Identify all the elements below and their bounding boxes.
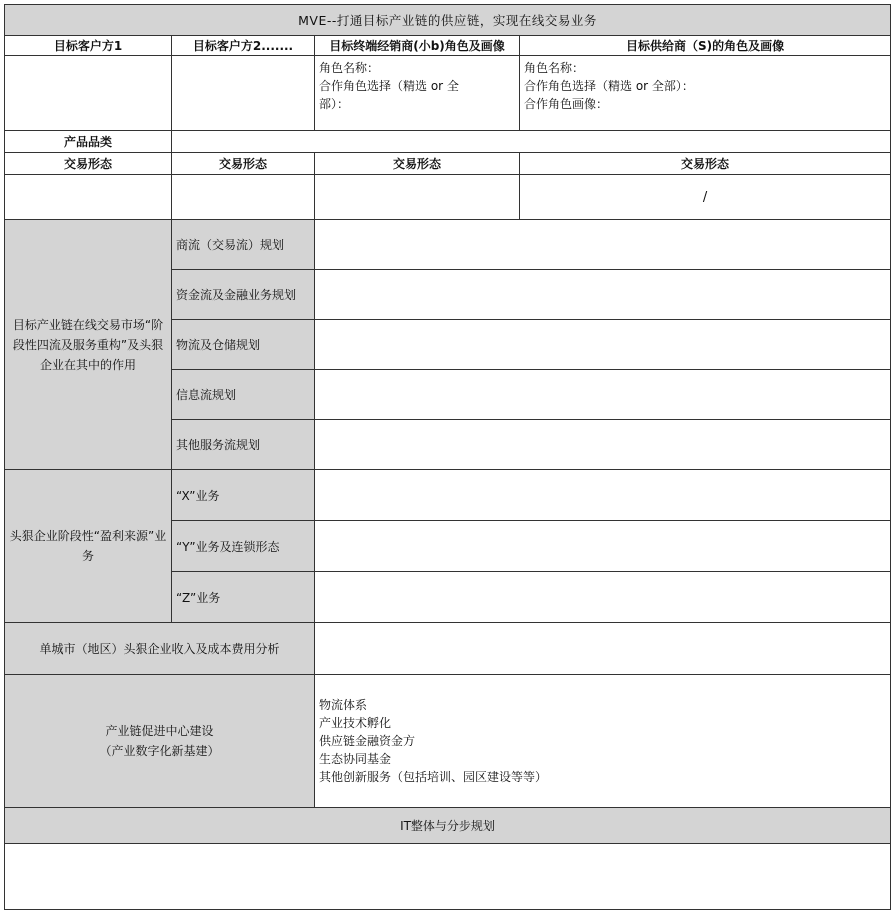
dealer-role-choice-cont: 部）：: [319, 97, 350, 111]
flow-plan-item: 其他服务流规划: [172, 420, 315, 470]
flow-plan-content[interactable]: [315, 320, 891, 370]
planning-table: [4, 4, 891, 910]
it-plan-content[interactable]: [5, 844, 891, 910]
profit-business-item: “Y”业务及连锁形态: [172, 521, 315, 572]
dealer-role-name: 角色名称：: [319, 61, 380, 75]
trade-form-label-2: 交易形态: [172, 153, 315, 175]
center-build-items[interactable]: [315, 675, 891, 808]
profit-business-item: “X”业务: [172, 470, 315, 521]
client-2-cell[interactable]: [172, 56, 315, 131]
supplier-role-portrait: 合作角色画像：: [524, 97, 609, 111]
flow-plan-item: 资金流及金融业务规划: [172, 270, 315, 320]
center-build-label-line1: 产业链促进中心建设: [105, 724, 214, 738]
city-analysis-content[interactable]: [315, 623, 891, 675]
trade-form-label-1: 交易形态: [5, 153, 172, 175]
trade-form-value-1[interactable]: [5, 175, 172, 220]
supplier-role-name: 角色名称：: [524, 61, 585, 75]
center-build-item: 其他创新服务（包括培训、园区建设等等）: [319, 770, 548, 784]
trade-form-value-2[interactable]: [172, 175, 315, 220]
it-plan-label: IT整体与分步规划: [5, 808, 891, 844]
trade-form-value-3[interactable]: [315, 175, 520, 220]
dealer-role-cell[interactable]: [315, 56, 520, 131]
flow-plan-item: 商流（交易流）规划: [172, 220, 315, 270]
profit-business-content[interactable]: [315, 572, 891, 623]
trade-form-label-4: 交易形态: [520, 153, 891, 175]
center-build-label: [5, 675, 315, 808]
client-1-cell[interactable]: [5, 56, 172, 131]
planning-sheet: [4, 4, 890, 918]
flow-plan-content[interactable]: [315, 420, 891, 470]
center-build-item: 生态协同基金: [319, 752, 392, 766]
product-category-value[interactable]: [172, 131, 891, 153]
flow-plan-content[interactable]: [315, 270, 891, 320]
header-dealer: 目标终端经销商(小b)角色及画像: [315, 36, 520, 56]
profit-section-label: 头狠企业阶段性“盈利来源”业务: [5, 470, 172, 623]
header-client-2: 目标客户方2.......: [172, 36, 315, 56]
supplier-role-choice: 合作角色选择（精选 or 全部）：: [524, 79, 694, 93]
flow-plan-item: 信息流规划: [172, 370, 315, 420]
product-category-label: 产品品类: [5, 131, 172, 153]
profit-business-content[interactable]: [315, 470, 891, 521]
city-analysis-label: 单城市（地区）头狠企业收入及成本费用分析: [5, 623, 315, 675]
center-build-item: 供应链金融资金方: [319, 734, 416, 748]
profit-business-item: “Z”业务: [172, 572, 315, 623]
flows-section-label: 目标产业链在线交易市场“阶段性四流及服务重构”及头狠企业在其中的作用: [5, 220, 172, 470]
trade-form-label-3: 交易形态: [315, 153, 520, 175]
center-build-label-line2: （产业数字化新基建）: [99, 744, 220, 758]
header-client-1: 目标客户方1: [5, 36, 172, 56]
flow-plan-content[interactable]: [315, 220, 891, 270]
profit-business-content[interactable]: [315, 521, 891, 572]
center-build-item: 产业技术孵化: [319, 716, 392, 730]
flow-plan-item: 物流及仓储规划: [172, 320, 315, 370]
header-supplier: 目标供给商（S)的角色及画像: [520, 36, 891, 56]
dealer-role-choice: 合作角色选择（精选 or 全: [319, 79, 459, 93]
trade-form-value-4[interactable]: /: [520, 175, 891, 220]
sheet-title: MVE--打通目标产业链的供应链，实现在线交易业务: [5, 5, 891, 36]
center-build-item: 物流体系: [319, 698, 368, 712]
supplier-role-cell[interactable]: [520, 56, 891, 131]
flow-plan-content[interactable]: [315, 370, 891, 420]
